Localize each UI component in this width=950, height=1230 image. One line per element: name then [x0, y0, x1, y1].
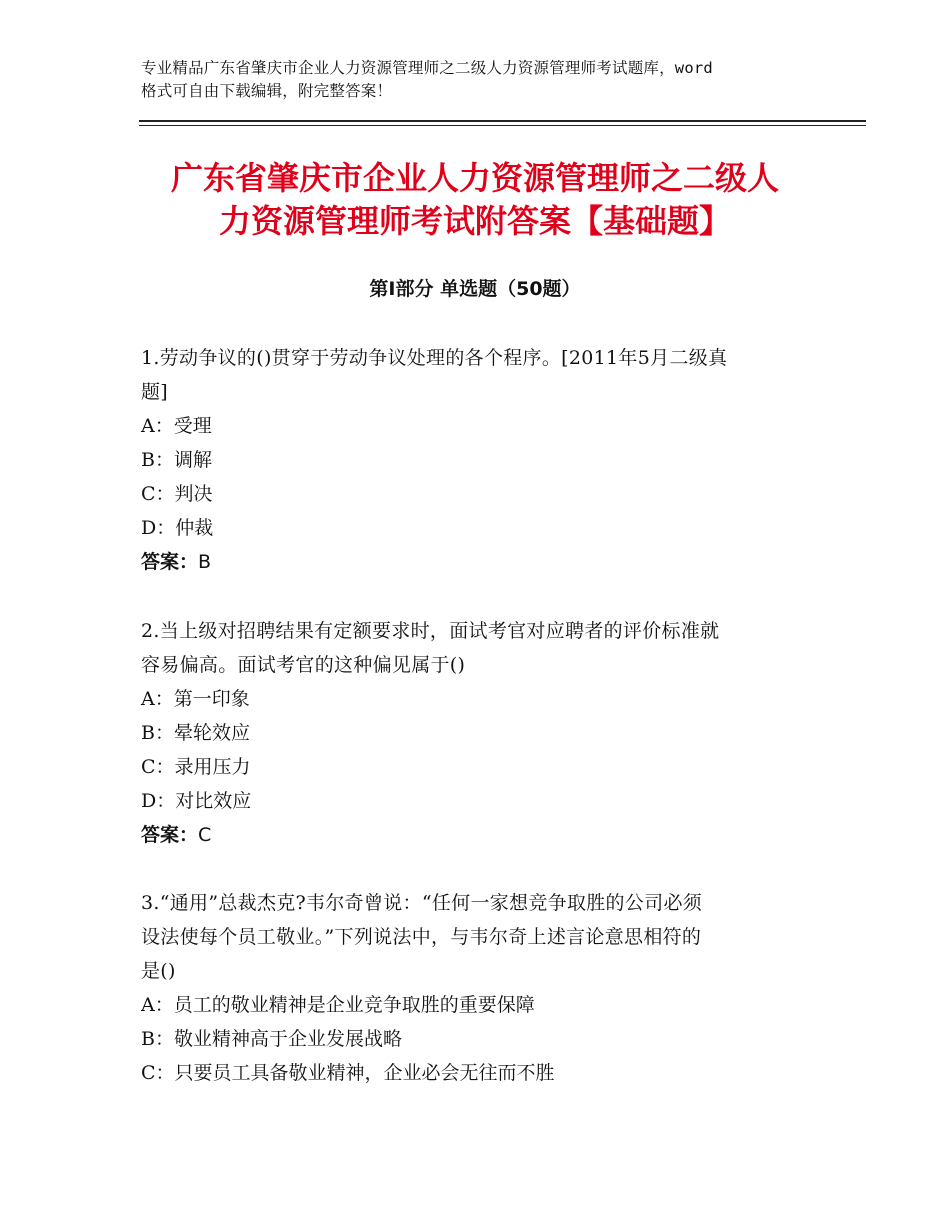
question-text-line: 设法使每个员工敬业。”下列说法中，与韦尔奇上述言论意思相符的	[141, 926, 702, 948]
header-note-line: 格式可自由下载编辑，附完整答案！	[141, 82, 393, 100]
option-a: A：第一印象	[141, 688, 250, 710]
option-a: A：受理	[141, 415, 212, 437]
option-a: A：员工的敬业精神是企业竞争取胜的重要保障	[141, 994, 535, 1016]
option-b: B：敬业精神高于企业发展战略	[141, 1028, 402, 1050]
answer	[141, 818, 813, 852]
question-2	[141, 614, 813, 852]
question-text-line: 2.当上级对招聘结果有定额要求时，面试考官对应聘者的评价标准就	[141, 620, 720, 642]
question-3	[141, 886, 813, 1090]
question-text-line: 题]	[141, 381, 169, 403]
question-text-line: 容易偏高。面试考官的这种偏见属于()	[141, 654, 466, 676]
answer-value: C	[198, 824, 212, 846]
option-c: C：判决	[141, 483, 213, 505]
header-note-line: 专业精品广东省肇庆市企业人力资源管理师之二级人力资源管理师考试题库，word	[141, 59, 713, 77]
section-title: 第Ⅰ部分 单选题（50题）	[369, 278, 581, 300]
option-c: C：只要员工具备敬业精神，企业必会无往而不胜	[141, 1062, 555, 1084]
header-divider-thin	[139, 125, 866, 126]
option-b: B：调解	[141, 449, 212, 471]
document-title	[120, 157, 830, 243]
question-1	[141, 341, 813, 579]
question-text-line: 是()	[141, 960, 176, 982]
option-c: C：录用压力	[141, 756, 251, 778]
answer-value: B	[198, 551, 212, 573]
answer-label: 答案：	[141, 551, 199, 573]
header-note	[141, 57, 821, 103]
option-d: D：仲裁	[141, 517, 214, 539]
header-divider-thick	[139, 120, 866, 122]
question-text-line: 1.劳动争议的()贯穿于劳动争议处理的各个程序。[2011年5月二级真	[141, 347, 728, 369]
question-text-line: 3.“通用”总裁杰克?韦尔奇曾说：“任何一家想竞争取胜的公司必须	[141, 892, 703, 914]
answer-label: 答案：	[141, 824, 199, 846]
document-title-line: 力资源管理师考试附答案【基础题】	[218, 202, 731, 240]
answer	[141, 545, 813, 579]
option-b: B：晕轮效应	[141, 722, 250, 744]
option-d: D：对比效应	[141, 790, 252, 812]
document-title-line: 广东省肇庆市企业人力资源管理师之二级人	[170, 159, 779, 197]
